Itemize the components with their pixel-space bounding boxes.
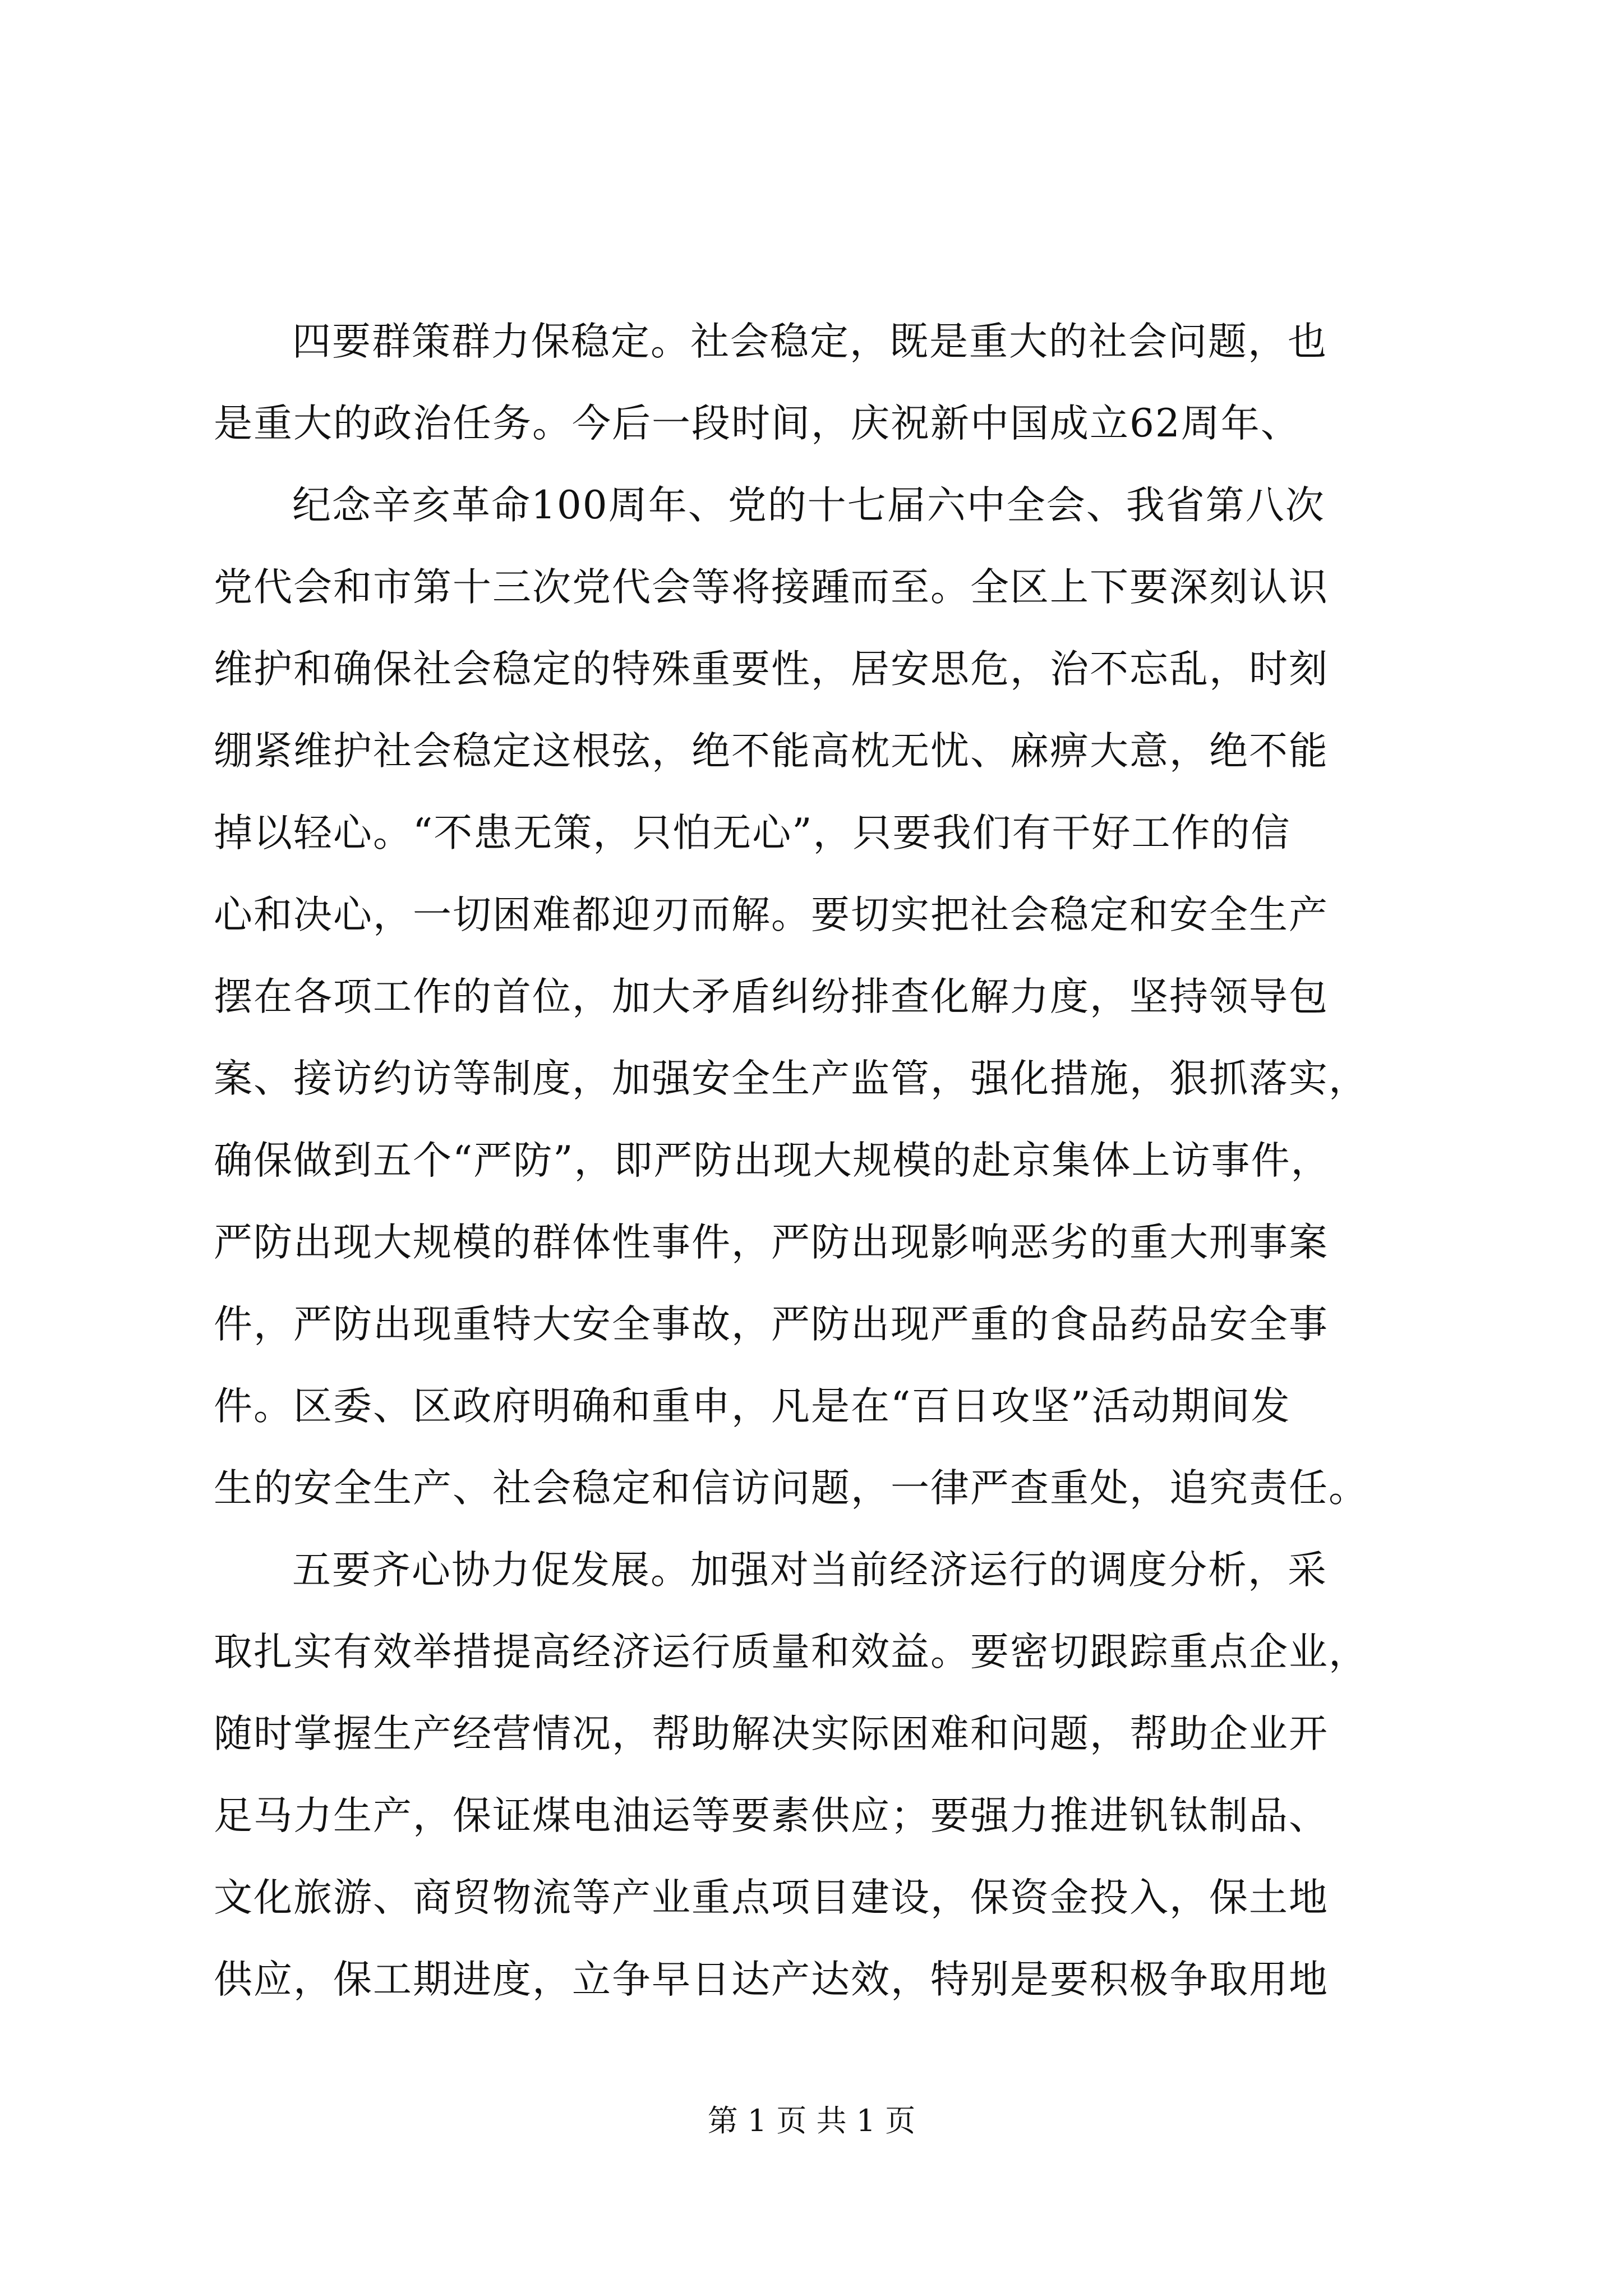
text-line: 维护和确保社会稳定的特殊重要性，居安思危，治不忘乱，时刻 [214,647,1329,692]
text-line: 严防出现大规模的群体性事件，严防出现影响恶劣的重大刑事案 [214,1220,1329,1265]
text-line: 摆在各项工作的首位，加大矛盾纠纷排查化解力度，坚持领导包 [214,974,1329,1019]
text-line: 案、接访约访等制度，加强安全生产监管，强化措施，狠抓落实， [214,1056,1368,1101]
text-line: 确保做到五个“严防”，即严防出现大规模的赴京集体上访事件， [214,1138,1331,1183]
text-line: 纪念辛亥革命100周年、党的十七届六中全会、我省第八次 [292,483,1325,528]
text-line: 是重大的政治任务。今后一段时间，庆祝新中国成立62周年、 [214,401,1301,446]
page-footer [0,2101,1623,2141]
text-line: 心和决心，一切困难都迎刃而解。要切实把社会稳定和安全生产 [214,892,1329,937]
text-line: 文化旅游、商贸物流等产业重点项目建设，保资金投入，保土地 [214,1875,1329,1920]
text-line: 供应，保工期进度，立争早日达产达效，特别是要积极争取用地 [214,1957,1329,2002]
text-line: 四要群策群力保稳定。社会稳定，既是重大的社会问题，也 [292,319,1327,364]
page-number-label: 第 1 页 共 1 页 [707,2103,916,2138]
text-line: 件。区委、区政府明确和重申，凡是在“百日攻坚”活动期间发 [214,1384,1291,1429]
text-line: 绷紧维护社会稳定这根弦，绝不能高枕无忧、麻痹大意，绝不能 [214,729,1329,774]
text-line: 掉以轻心。“不患无策，只怕无心”，只要我们有干好工作的信 [214,811,1291,855]
document-body [214,301,1414,2021]
text-line: 取扎实有效举措提高经济运行质量和效益。要密切跟踪重点企业， [214,1630,1368,1674]
text-line: 足马力生产，保证煤电油运等要素供应；要强力推进钒钛制品、 [214,1793,1329,1838]
text-line: 随时掌握生产经营情况，帮助解决实际困难和问题，帮助企业开 [214,1711,1329,1756]
text-line: 件，严防出现重特大安全事故，严防出现严重的食品药品安全事 [214,1302,1329,1347]
text-line: 党代会和市第十三次党代会等将接踵而至。全区上下要深刻认识 [214,565,1329,610]
text-line: 五要齐心协力促发展。加强对当前经济运行的调度分析，采 [292,1548,1327,1593]
text-line: 生的安全生产、社会稳定和信访问题，一律严查重处，追究责任。 [214,1466,1368,1511]
